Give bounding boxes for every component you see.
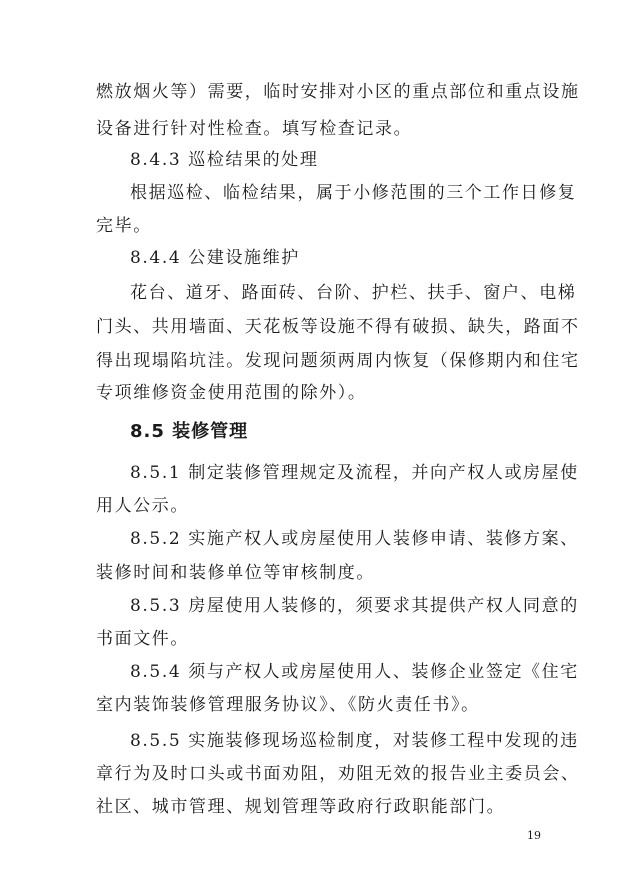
text-line: 章行为及时口头或书面劝阻，劝阻无效的报告业主委员会、: [96, 764, 580, 784]
text-line: 8.5.1 制定装修管理规定及流程，并向产权人或房屋使: [130, 463, 579, 483]
text-line: 8.5.4 须与产权人或房屋使用人、装修企业签定《住宅: [130, 662, 579, 682]
text-line: 用人公示。: [96, 496, 189, 516]
text-line: 8.5.2 实施产权人或房屋使用人装修申请、装修方案、: [130, 529, 579, 549]
text-line: 书面文件。: [96, 629, 189, 649]
section-heading-8-5: 8.5 装修管理: [130, 421, 249, 442]
text-line: 燃放烟火等）需要，临时安排对小区的重点部位和重点设施: [96, 82, 580, 102]
text-line: 8.5.5 实施装修现场巡检制度，对装修工程中发现的违: [130, 731, 579, 751]
page-number: 19: [527, 829, 541, 842]
text-line: 8.5.3 房屋使用人装修的，须要求其提供产权人同意的: [130, 596, 579, 616]
text-line: 花台、道牙、路面砖、台阶、护栏、扶手、窗户、电梯: [130, 283, 577, 303]
text-line: 室内装饰装修管理服务协议》、《防火责任书》。: [96, 695, 480, 715]
text-line: 社区、城市管理、规划管理等政府行政职能部门。: [96, 797, 506, 817]
section-heading-8-4-4: 8.4.4 公建设施维护: [130, 248, 300, 268]
section-heading-8-4-3: 8.4.3 巡检结果的处理: [130, 150, 319, 170]
text-line: 专项维修资金使用范围的除外）。: [96, 383, 367, 403]
text-line: 门头、共用墙面、天花板等设施不得有破损、缺失，路面不: [96, 317, 580, 337]
text-line: 得出现塌陷坑洼。发现问题须两周内恢复（保修期内和住宅: [96, 351, 580, 371]
text-line: 装修时间和装修单位等审核制度。: [96, 563, 375, 583]
text-line: 完毕。: [96, 216, 152, 236]
text-line: 设备进行针对性检查。填写检查记录。: [96, 119, 413, 139]
text-line: 根据巡检、临检结果，属于小修范围的三个工作日修复: [130, 183, 577, 203]
